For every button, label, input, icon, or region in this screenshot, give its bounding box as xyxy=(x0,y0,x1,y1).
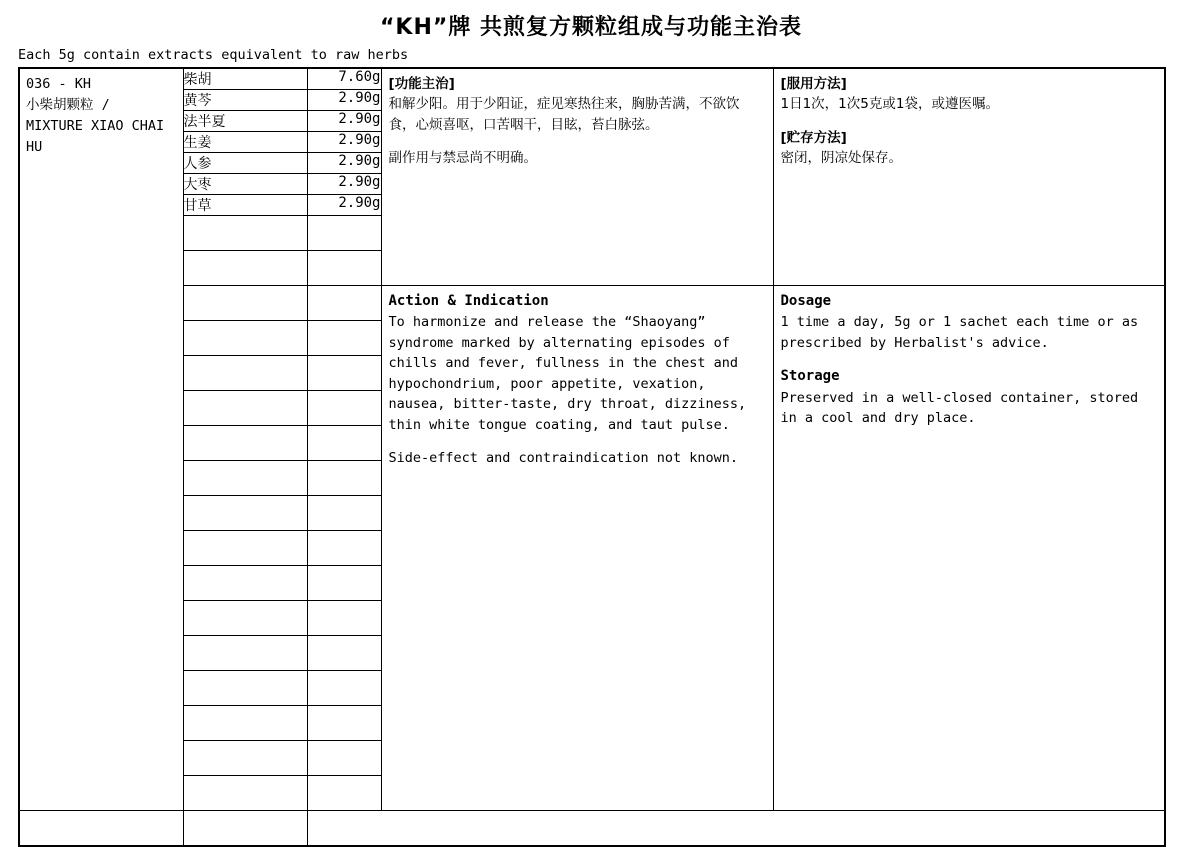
herb-dose-empty xyxy=(307,636,381,671)
herb-dose-empty xyxy=(307,286,381,321)
storage-cn-heading: [贮存方法] xyxy=(780,129,847,146)
herb-name-empty xyxy=(183,426,307,461)
storage-cn-body: 密闭，阴凉处保存。 xyxy=(780,149,902,166)
herb-name: 柴胡 xyxy=(183,68,307,90)
herb-name: 甘草 xyxy=(183,195,307,216)
formula-table xyxy=(18,67,1166,847)
indication-en-body: To harmonize and release the “Shaoyang” syndrome marked by alternating episodes of chills and fever, fullness in the chest and hypochondrium, poor appetite, vexation, nausea, bitter-taste, dry throat, dizziness, thin white tongue coating, and taut pulse. xyxy=(388,314,747,433)
table-body xyxy=(19,68,1165,846)
product-name-en: MIXTURE XIAO CHAI HU xyxy=(26,117,165,155)
herb-dose: 2.90g xyxy=(307,153,381,174)
indication-cn-cell xyxy=(381,68,773,286)
herb-dose-empty xyxy=(307,776,381,811)
herb-name: 生姜 xyxy=(183,132,307,153)
storage-en-heading: Storage xyxy=(780,368,840,385)
indication-en-cell xyxy=(381,286,773,811)
herb-name: 人参 xyxy=(183,153,307,174)
herb-dose: 2.90g xyxy=(307,132,381,153)
indication-cn-heading: [功能主治] xyxy=(388,76,455,92)
herb-name: 法半夏 xyxy=(183,111,307,132)
storage-en-body: Preserved in a well-closed container, stored in a cool and dry place. xyxy=(780,389,1139,427)
herb-name-empty xyxy=(183,496,307,531)
indication-en-heading: Action & Indication xyxy=(388,293,549,309)
herb-name: 大枣 xyxy=(183,174,307,195)
usage-en-cell xyxy=(773,286,1165,811)
indication-en-note: Side-effect and contraindication not known. xyxy=(388,450,738,467)
herb-name-empty xyxy=(183,391,307,426)
herb-name-empty xyxy=(183,671,307,706)
herb-dose-empty xyxy=(307,426,381,461)
usage-cn-cell xyxy=(773,68,1165,286)
herb-dose-empty xyxy=(307,706,381,741)
herb-dose-empty xyxy=(307,461,381,496)
herb-name-empty xyxy=(183,321,307,356)
usage-cn-heading: [服用方法] xyxy=(780,76,847,92)
herb-dose-empty xyxy=(307,601,381,636)
herb-name-empty xyxy=(183,566,307,601)
herb-dose-empty xyxy=(307,251,381,286)
indication-cn-body: 和解少阳。用于少阳证，症见寒热往来，胸胁苦满，不欲饮食，心烦喜呕，口苦咽干，目眩，苔白脉弦。 xyxy=(388,96,740,133)
herb-name-empty xyxy=(183,706,307,741)
herb-name-empty xyxy=(19,811,183,847)
herb-dose-empty xyxy=(307,531,381,566)
herb-name-empty xyxy=(183,251,307,286)
herb-name-empty xyxy=(183,356,307,391)
herb-name-empty xyxy=(183,531,307,566)
table-row xyxy=(19,68,1165,90)
herb-dose: 2.90g xyxy=(307,90,381,111)
herb-dose-empty xyxy=(307,496,381,531)
herb-dose: 2.90g xyxy=(307,195,381,216)
herb-name-empty xyxy=(183,601,307,636)
herb-dose-empty xyxy=(307,741,381,776)
herb-dose-empty xyxy=(183,811,307,847)
herb-dose-empty xyxy=(307,671,381,706)
product-name-cn: 小柴胡颗粒 / xyxy=(26,96,110,113)
herb-name-empty xyxy=(183,776,307,811)
herb-name-empty xyxy=(183,216,307,251)
herb-dose-empty xyxy=(307,356,381,391)
herb-name: 黄芩 xyxy=(183,90,307,111)
herb-name-empty xyxy=(183,636,307,671)
dosage-en-heading: Dosage xyxy=(780,293,832,309)
usage-cn-body: 1日1次，1次5克或1袋，或遵医嘱。 xyxy=(780,96,999,113)
herb-name-empty xyxy=(183,741,307,776)
indication-cn-note: 副作用与禁忌尚不明确。 xyxy=(388,149,537,166)
table-row xyxy=(19,286,1165,321)
herb-dose: 7.60g xyxy=(307,68,381,90)
herb-dose: 2.90g xyxy=(307,174,381,195)
herb-name-empty xyxy=(183,286,307,321)
page-title: “KH”牌 共煎复方颗粒组成与功能主治表 xyxy=(379,15,803,40)
product-id-cell xyxy=(19,68,183,811)
table-row xyxy=(19,811,1165,847)
herb-dose-empty xyxy=(307,216,381,251)
product-code: 036 - KH xyxy=(26,76,92,92)
herb-dose-empty xyxy=(307,391,381,426)
dosage-en-body: 1 time a day, 5g or 1 sachet each time or as prescribed by Herbalist's advice. xyxy=(780,314,1139,351)
herb-name-empty xyxy=(183,461,307,496)
herb-dose-empty xyxy=(307,321,381,356)
herb-dose: 2.90g xyxy=(307,111,381,132)
raw-herb-equivalence-note: Each 5g contain extracts equivalent to raw herbs xyxy=(18,47,409,63)
herb-dose-empty xyxy=(307,566,381,601)
